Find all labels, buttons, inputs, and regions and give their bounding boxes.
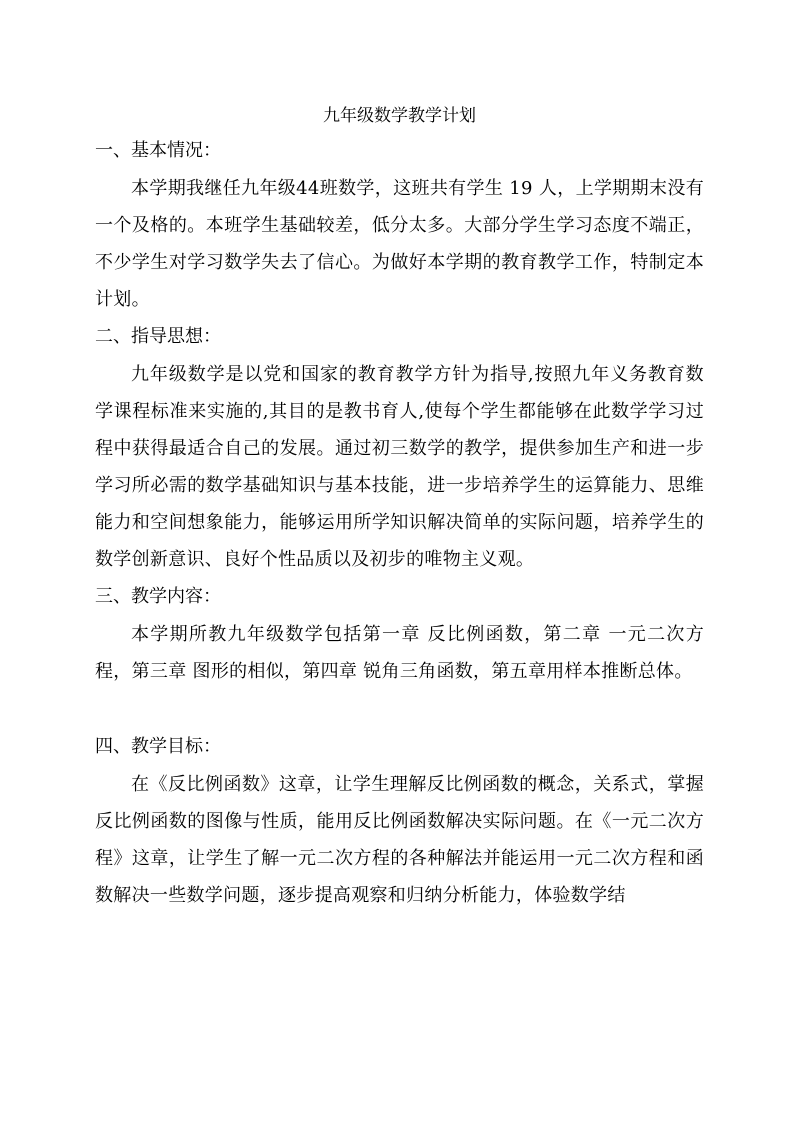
section-paragraph-teaching-goals: 在《反比例函数》这章，让学生理解反比例函数的概念，关系式，掌握反比例函数的图像与性质，能用反比例函数解决实际问题。在《一元二次方程》这章，让学生了解一元二次方程的各种解法并能运用一元二次方程和函数解决一些数学问题，逐步提高观察和归纳分析能力，体验数学结 — [95, 774, 704, 906]
section-paragraph-basic-situation: 本学期我继任九年级44班数学，这班共有学生 19 人，上学期期末没有一个及格的。本班学生基础较差，低分太多。大部分学生学习态度不端正，不少学生对学习数学失去了信心。为做好本学期的教育教学工作，特制定本计划。 — [95, 178, 704, 310]
section-heading-guiding-ideology: 二、指导思想： — [95, 326, 221, 347]
document-title: 九年级数学教学计划 — [323, 106, 476, 126]
section-heading-teaching-content: 三、教学内容： — [95, 586, 221, 607]
section-heading-teaching-goals: 四、教学目标： — [95, 736, 221, 757]
blank-line — [95, 690, 704, 728]
section-heading-basic-situation: 一、基本情况： — [95, 140, 221, 161]
section-paragraph-teaching-content: 本学期所教九年级数学包括第一章 反比例函数，第二章 一元二次方程，第三章 图形的相似，第四章 锐角三角函数，第五章用样本推断总体。 — [95, 624, 704, 682]
section-paragraph-guiding-ideology: 九年级数学是以党和国家的教育教学方针为指导,按照九年义务教育数学课程标准来实施的,其目的是教书育人,使每个学生都能够在此数学学习过程中获得最适合自己的发展。通过初三数学的教学，提供参加生产和进一步学习所必需的数学基础知识与基本技能，进一步培养学生的运算能力、思维能力和空间想象能力，能够运用所学知识解决简单的实际问题，培养学生的数学创新意识、良好个性品质以及初步的唯物主义观。 — [95, 364, 704, 570]
